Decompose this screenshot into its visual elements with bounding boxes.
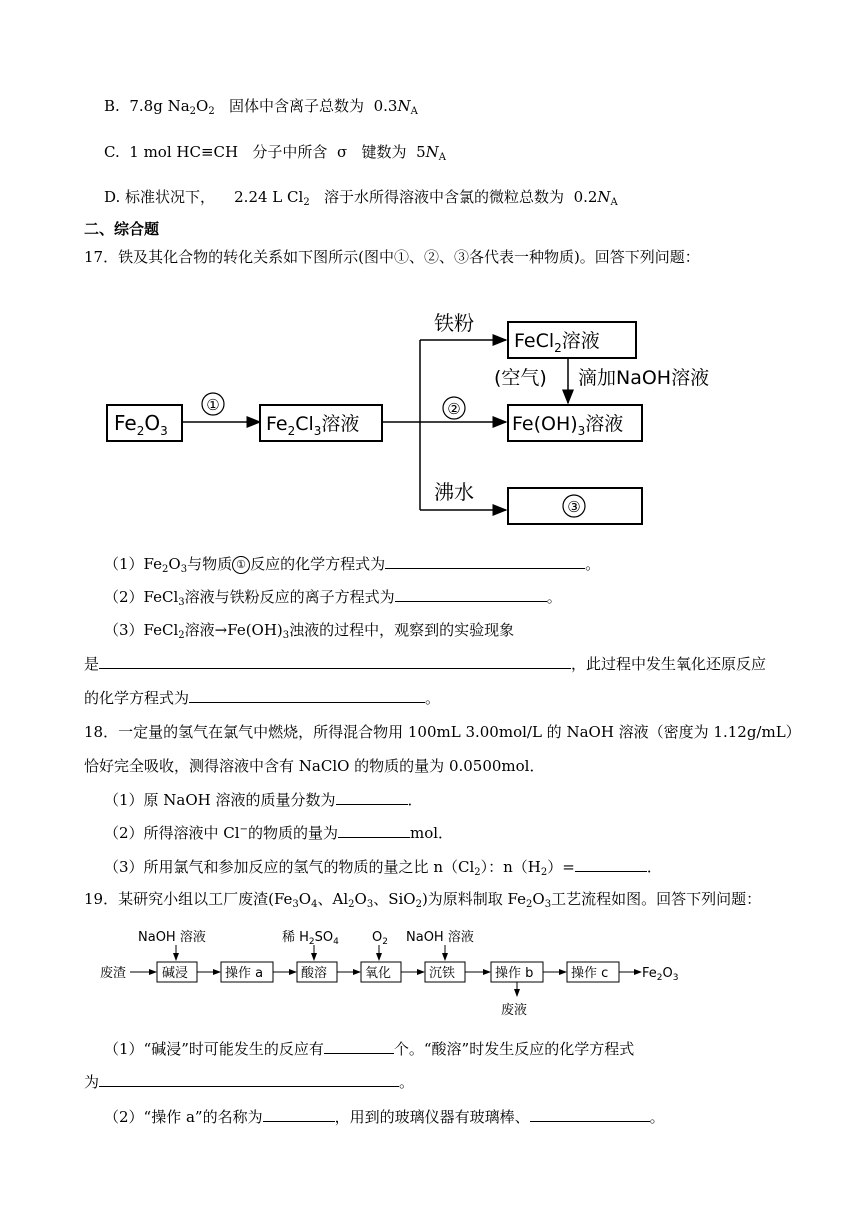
- q17-stem: 17．铁及其化合物的转化关系如下图所示(图中①、②、③各代表一种物质)。回答下列问题：: [84, 248, 700, 266]
- q18-part3: （3）所用氯气和参加反应的氢气的物质的量之比 $n(Cl_2)$：$n(H_2)=$ ．: [104, 858, 662, 878]
- answer-blank[interactable]: [189, 687, 425, 703]
- answer-blank[interactable]: [385, 553, 585, 569]
- reagent-naoh-2: NaOH 溶液: [406, 930, 474, 945]
- q18-part1: （1）原 NaOH 溶液的质量分数为 ．: [104, 791, 423, 809]
- air-label: (空气): [494, 367, 547, 389]
- svg-text:③: ③: [567, 498, 581, 516]
- svg-text:操作 c: 操作 c: [571, 966, 609, 981]
- svg-text:酸溶: 酸溶: [301, 966, 328, 981]
- q19-part1-cont: 为 。: [84, 1073, 415, 1091]
- process-flow-diagram: [96, 924, 696, 1020]
- boiling-water-label: 沸水: [434, 480, 474, 504]
- svg-text:操作 b: 操作 b: [495, 966, 534, 981]
- q19-part1: （1）“碱浸”时可能发生的反应有 个。“酸溶”时发生反应的化学方程式: [104, 1040, 635, 1058]
- answer-blank[interactable]: [395, 586, 547, 602]
- answer-blank[interactable]: [575, 856, 647, 872]
- fecl2-label: FeCl$_2$溶液: [514, 330, 600, 355]
- q17-part1: $(1)Fe_2O_3$与物质 ① 反应的化学方程式为 。: [104, 555, 601, 575]
- fe2cl3-label: $Fe_2Cl_3$溶液: [266, 413, 360, 438]
- q17-part3-cont2: 的化学方程式为 。: [84, 689, 441, 707]
- reagent-h2so4: 稀 $H_2SO_4$: [282, 930, 339, 947]
- section-title: 二、综合题: [84, 220, 160, 238]
- answer-blank[interactable]: [336, 789, 408, 805]
- answer-blank[interactable]: [530, 1106, 650, 1122]
- answer-blank[interactable]: [338, 822, 410, 838]
- svg-text:氧化: 氧化: [365, 966, 392, 981]
- answer-blank[interactable]: [99, 653, 571, 669]
- answer-blank[interactable]: [263, 1106, 335, 1122]
- q17-part3: （3）FeCl$_2$溶液$\to Fe(OH)_3$浊液的过程中，观察到的实验现象: [104, 621, 515, 641]
- svg-text:操作 a: 操作 a: [225, 966, 264, 981]
- naoh-label: 滴加NaOH溶液: [578, 367, 710, 389]
- waste-liquid-label: 废液: [501, 1003, 528, 1018]
- iron-powder-label: 铁粉: [434, 311, 474, 335]
- option-b: B. 7.8g $Na_2O_2$ 固体中含离子总数为 $0.3N_A$: [104, 97, 418, 117]
- svg-text:沉铁: 沉铁: [429, 966, 456, 981]
- iron-conversion-diagram: [100, 300, 760, 530]
- q18-part2: （2）所得溶液中 Cl−的物质的量为 mol．: [104, 824, 454, 842]
- svg-text:②: ②: [447, 400, 461, 418]
- flow-start: 废渣: [100, 966, 127, 981]
- answer-blank[interactable]: [99, 1071, 399, 1087]
- circle-1-icon: ①: [232, 556, 250, 574]
- flow-product: $Fe_2O_3$: [642, 966, 679, 983]
- svg-text:碱浸: 碱浸: [162, 966, 189, 981]
- fe2o3-label: $Fe_2O_3$: [114, 411, 168, 438]
- reagent-o2: $O_2$: [372, 930, 388, 947]
- q17-part2: （2）FeCl$_3$溶液与铁粉反应的离子方程式为 。: [104, 588, 562, 608]
- q18-line1: 18．一定量的氢气在氯气中燃烧，所得混合物用 100mL 3.00mol/L 的 NaOH 溶液（密度为 1.12g/mL）: [84, 723, 801, 741]
- option-d: D. 标准状况下， 2.24 L $Cl_2$ 溶于水所得溶液中含氯的微粒总数为 $0.2N_A$: [104, 188, 618, 208]
- svg-text:①: ①: [206, 396, 220, 414]
- q19-stem: 19．某研究小组以工厂废渣($Fe_3O_4$、$Al_2O_3$、SiO$_2$)为原料制取 $Fe_2O_3$工艺流程如图。回答下列问题：: [84, 890, 762, 910]
- answer-blank[interactable]: [324, 1038, 394, 1054]
- q18-line2: 恰好完全吸收，测得溶液中含有 NaClO 的物质的量为 0.0500mol．: [84, 757, 545, 775]
- reagent-naoh-1: NaOH 溶液: [138, 930, 206, 945]
- q19-part2: （2）“操作 a”的名称为 ，用到的玻璃仪器有玻璃棒、 。: [104, 1108, 665, 1126]
- feoh3-label: $Fe(OH)_3$溶液: [512, 413, 624, 438]
- q17-part3-cont: 是 ，此过程中发生氧化还原反应: [84, 655, 767, 673]
- option-c: C. 1 mol HC≡CH 分子中所含 σ 键数为 $5N_A$: [104, 143, 447, 163]
